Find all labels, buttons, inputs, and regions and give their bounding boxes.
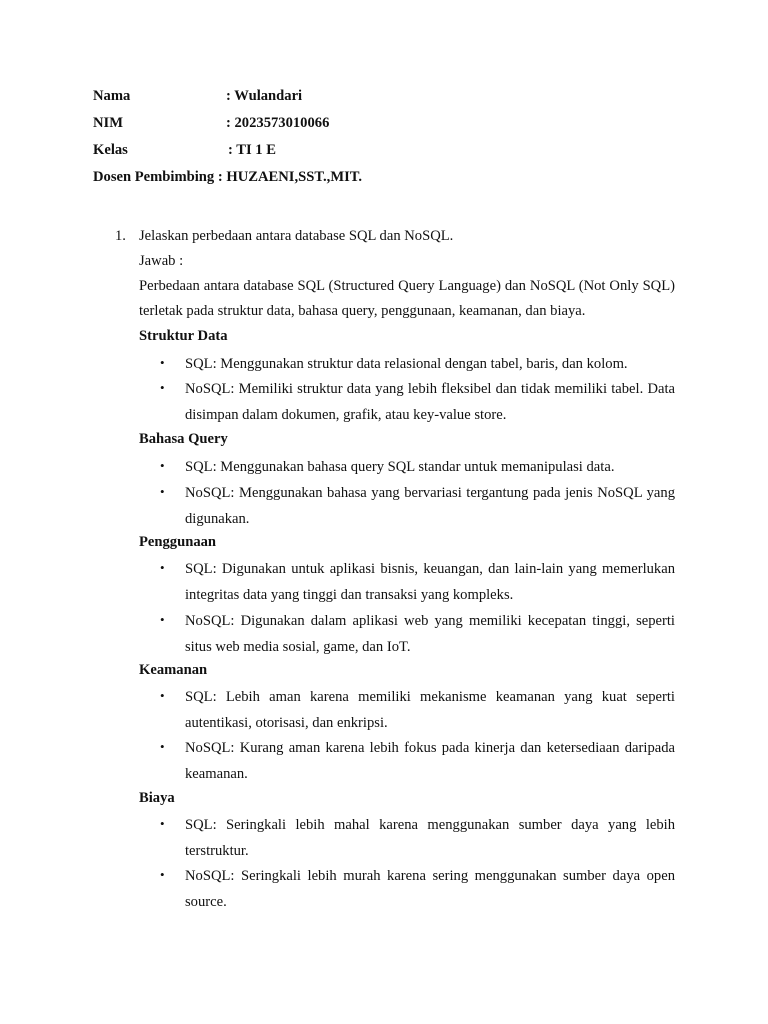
list-item-text: NoSQL: Digunakan dalam aplikasi web yang memiliki kecepatan tinggi, seperti situs web media sosial, game, dan IoT. (185, 613, 675, 655)
nama-row (93, 85, 693, 112)
nim-value: : 2023573010066 (226, 115, 330, 131)
list-item-text: NoSQL: Memiliki struktur data yang lebih fleksibel dan tidak memiliki tabel. Data disimpan dalam dokumen, grafik, atau key-value store. (185, 381, 675, 423)
question-item (115, 225, 675, 247)
bullet-icon: • (160, 458, 165, 473)
section-title: Biaya (139, 790, 175, 806)
dosen-value: : HUZAENI,SST.,MIT. (214, 169, 363, 185)
section-title: Keamanan (139, 662, 208, 678)
bullet-icon: • (160, 688, 165, 703)
bullet-icon: • (160, 484, 165, 499)
list-item-text: SQL: Menggunakan bahasa query SQL standar untuk memanipulasi data. (185, 459, 615, 475)
kelas-label: Kelas (93, 142, 128, 158)
bullet-icon: • (160, 612, 165, 627)
nama-label: Nama (93, 88, 131, 104)
dosen-label: Dosen Pembimbing (93, 169, 215, 185)
bullet-icon: • (160, 816, 165, 831)
bullet-icon: • (160, 355, 165, 370)
nama-value: : Wulandari (226, 88, 303, 104)
question-line (115, 225, 675, 247)
kelas-row (93, 139, 693, 166)
nim-row (93, 112, 693, 139)
list-item-text: SQL: Digunakan untuk aplikasi bisnis, keuangan, dan lain-lain yang memerlukan integritas data yang tinggi dan transaksi yang kompleks. (185, 561, 675, 603)
list-item-text: SQL: Menggunakan struktur data relasional dengan tabel, baris, dan kolom. (185, 356, 628, 372)
question-text: Jelaskan perbedaan antara database SQL dan NoSQL. (139, 228, 454, 244)
bullet-icon: • (160, 867, 165, 882)
kelas-value: : TI 1 E (228, 142, 276, 158)
student-info-header (93, 85, 693, 193)
dosen-row (93, 166, 693, 193)
list-item-text: NoSQL: Menggunakan bahasa yang bervariasi tergantung pada jenis NoSQL yang digunakan. (185, 485, 675, 527)
section-title: Struktur Data (139, 328, 228, 344)
answer-intro: Perbedaan antara database SQL (Structured Query Language) dan NoSQL (Not Only SQL) terletak pada struktur data, bahasa query, penggunaan, keamanan, dan biaya. (139, 278, 675, 319)
question-number: 1. (115, 228, 126, 244)
bullet-icon: • (160, 560, 165, 575)
jawab-label: Jawab : (139, 253, 184, 269)
section-title: Bahasa Query (139, 431, 228, 447)
bullet-icon: • (160, 739, 165, 754)
nim-label: NIM (93, 115, 123, 131)
list-item-text: NoSQL: Kurang aman karena lebih fokus pada kinerja dan ketersediaan daripada keamanan. (185, 740, 675, 782)
bullet-icon: • (160, 380, 165, 395)
list-item-text: SQL: Lebih aman karena memiliki mekanisme keamanan yang kuat seperti autentikasi, otorisasi, dan enkripsi. (185, 689, 675, 731)
section-title: Penggunaan (139, 534, 217, 550)
list-item-text: NoSQL: Seringkali lebih murah karena sering menggunakan sumber daya open source. (185, 868, 675, 910)
list-item-text: SQL: Seringkali lebih mahal karena menggunakan sumber daya yang lebih terstruktur. (185, 817, 675, 859)
